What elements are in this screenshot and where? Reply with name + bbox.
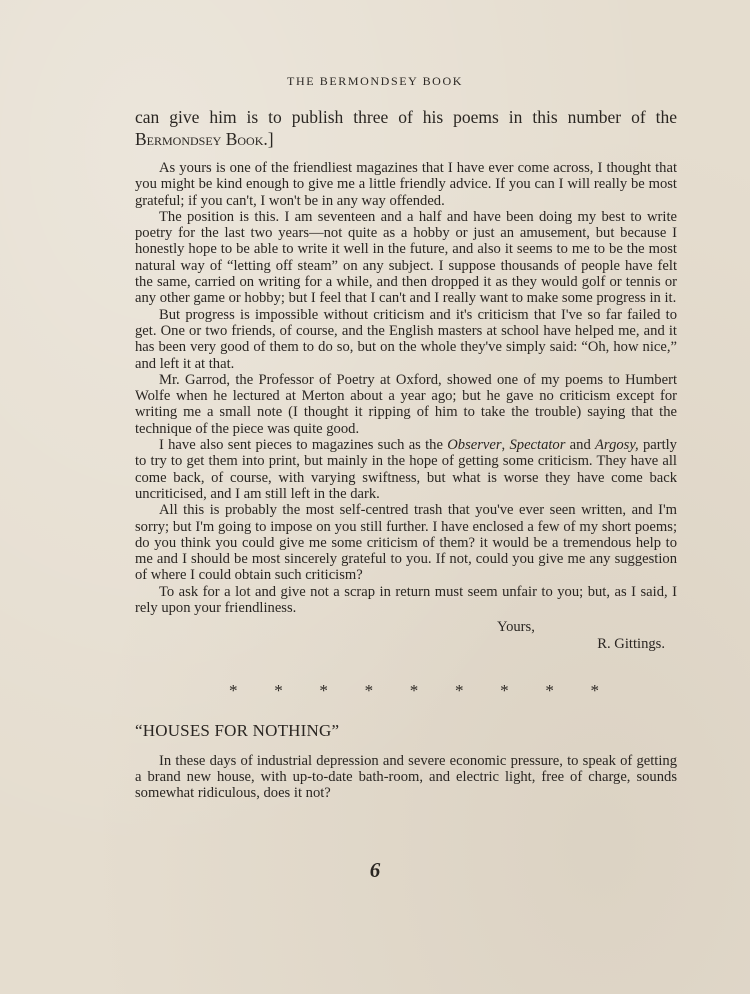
letter [135, 160, 677, 653]
separator-star: * [274, 680, 283, 700]
letter-paragraph-3: But progress is impossible without criticism and it's criticism that I've so far failed to get. One or two friends, of course, and the English masters at school have helped me, and it has been very good of them to do so, but on the whole they've simply said: “Oh, how nice,” and left it at that. [135, 306, 677, 372]
letter-paragraph-4: Mr. Garrod, the Professor of Poetry at Oxford, showed one of my poems to Humbert Wolfe when he lectured at Merton about a year ago; but he gave no criticism except for writing me a small note (I thought it ripping of him to take the trouble) saying that the technique of the piece was quite good. [135, 371, 677, 437]
p5-and: and [569, 437, 591, 454]
spectator-title: Spectator [509, 437, 566, 454]
observer-title: Observer [447, 437, 502, 454]
page-content [135, 106, 677, 801]
separator-star: * [364, 680, 374, 700]
intro-paragraph [135, 106, 677, 150]
letter-paragraph-1: As yours is one of the friendliest magazines that I have ever come across, I thought that you might be kind enough to give me a little friendly advice. If you can I will really be most grateful; if you can't, I won't be in any way offended. [135, 160, 677, 209]
separator-star: * [500, 680, 509, 700]
argosy-title: Argosy, [595, 437, 639, 454]
signature-text: R. Gittings. [597, 635, 665, 652]
separator-star: * [545, 680, 554, 700]
page-number: 6 [369, 858, 381, 882]
signature [135, 636, 677, 653]
p5-text-a: I have also sent pieces to magazines such as the [159, 437, 443, 454]
letter-paragraph-7: To ask for a lot and give not a scrap in return must seem unfair to you; but, as I said, I rely upon your friendliness. [135, 583, 677, 617]
letter-paragraph-5: I have also sent pieces to magazines such as the Observer, Spectator and Argosy, partly to try to get them into print, but mainly in the hope of getting some criticism. They have all come back, of course, with varying swiftness, but what is worse they have come back uncriticised, and I am still left in the dark. [135, 437, 677, 502]
book-title: Bermondsey Book [135, 129, 264, 149]
letter-paragraph-6: All this is probably the most self-centred trash that you've ever seen written, and I'm sorry; but I'm going to impose on you still further. I have enclosed a few of my short poems; do you think you could give me some criticism of them? it would be a tremendous help to me and I should be most sincerely grateful to you. If not, could you give me any suggestion of where I could obtain such criticism? [135, 502, 677, 584]
article-heading: “HOUSES FOR NOTHING” [135, 720, 340, 740]
p5-text-b: partly to try to get them into print, but mainly in the hope of getting some criticism. They have all come back, of course, with varying swiftness, but what is worse they have come back uncriticised, and I am still left in the dark. [135, 437, 677, 502]
separator-star: * [590, 680, 599, 700]
letter-paragraph-2: The position is this. I am seventeen and a half and have been doing my best to write poetry for the last two years—not quite as a hobby or just an amusement, but because I honestly hope to be able to write it well in the future, and also it seems to me to be the most natural way of “letting off steam” on any subject. I suppose thousands of people have felt the same, carried on writing for a while, and then dropped it as they would golf or tennis or any other game or hobby; but I feel that I can't and I really want to make some progress in it. [135, 208, 677, 307]
article-body [135, 753, 677, 802]
intro-end: .] [263, 129, 274, 149]
closing: Yours, [497, 619, 535, 636]
letter-signoff [135, 619, 677, 652]
separator-star: * [409, 680, 419, 700]
separator-star: * [319, 680, 328, 700]
running-head: THE BERMONDSEY BOOK [287, 74, 463, 88]
separator-star: * [229, 680, 238, 700]
intro-text: can give him is to publish three of his poems in this number of the [135, 107, 677, 127]
section-separator [229, 681, 599, 701]
article-paragraph-1: In these days of industrial depression and severe economic pressure, to speak of getting a brand new house, with up-to-date bath-room, and electric light, free of charge, sounds somewhat ridiculous, does it not? [135, 752, 677, 802]
separator-star: * [454, 680, 464, 700]
